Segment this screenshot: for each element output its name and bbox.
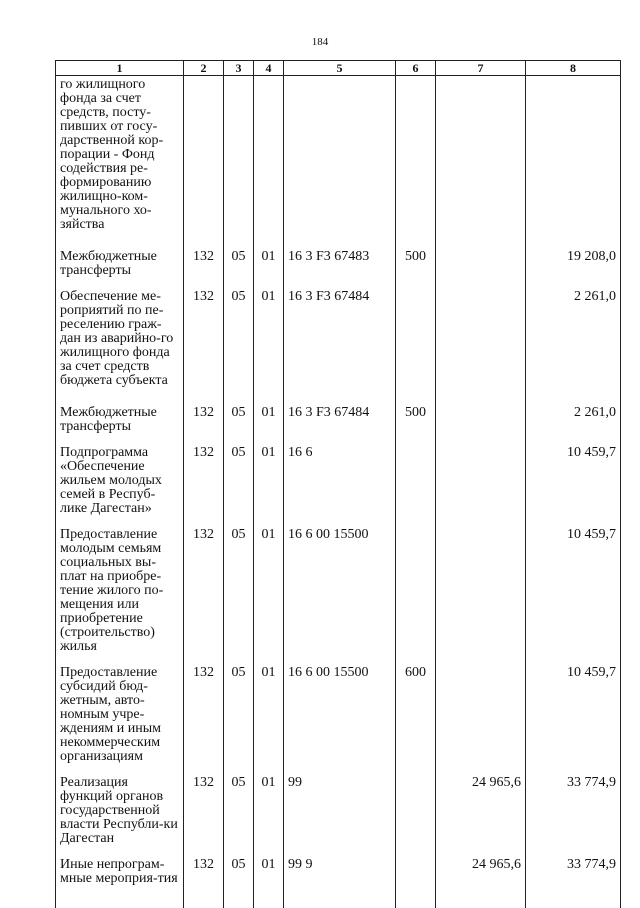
table-row <box>56 528 621 666</box>
table-row <box>56 76 621 250</box>
cell-amount-8: 2 261,0 <box>526 406 621 446</box>
cell-amount-7 <box>436 76 526 250</box>
table-row <box>56 250 621 290</box>
cell-subsection: 01 <box>254 446 284 528</box>
cell-amount-7 <box>436 290 526 406</box>
row-name: Реализация функций органов государственной власти Республи-ки Дагестан <box>56 776 184 858</box>
cell-target-article: 16 6 00 15500 <box>284 528 396 666</box>
cell-expense-type: 500 <box>396 406 436 446</box>
row-name: Межбюджетные трансферты <box>56 250 184 290</box>
row-name: Иные непрограм-мные мероприя-тия <box>56 858 184 908</box>
cell-amount-8: 33 774,9 <box>526 776 621 858</box>
cell-ministry: 132 <box>184 666 224 776</box>
row-name: го жилищного фонда за счет средств, посту-пивших от госу-дарственной кор-порации - Фонд содействия ре-формированию жилищно-ком-мунального хо-зяйства <box>56 76 184 250</box>
cell-amount-8: 19 208,0 <box>526 250 621 290</box>
cell-expense-type <box>396 290 436 406</box>
cell-expense-type: 600 <box>396 666 436 776</box>
cell-subsection: 01 <box>254 406 284 446</box>
cell-target-article: 16 3 F3 67484 <box>284 406 396 446</box>
row-name: Предоставление субсидий бюд-жетным, авто-номным учре-ждениям и иным некоммерческим организациям <box>56 666 184 776</box>
cell-section: 05 <box>224 858 254 908</box>
column-header: 5 <box>284 61 396 76</box>
cell-expense-type <box>396 528 436 666</box>
column-header: 2 <box>184 61 224 76</box>
column-header: 7 <box>436 61 526 76</box>
column-header: 3 <box>224 61 254 76</box>
cell-amount-8 <box>526 76 621 250</box>
cell-ministry: 132 <box>184 290 224 406</box>
cell-subsection: 01 <box>254 776 284 858</box>
cell-expense-type: 500 <box>396 250 436 290</box>
row-name: Обеспечение ме-роприятий по пе-реселению граж-дан из аварийно-го жилищного фонда за счет средств бюджета субъекта <box>56 290 184 406</box>
cell-section: 05 <box>224 776 254 858</box>
cell-target-article: 16 6 <box>284 446 396 528</box>
cell-subsection: 01 <box>254 290 284 406</box>
cell-expense-type <box>396 446 436 528</box>
cell-target-article: 16 3 F3 67483 <box>284 250 396 290</box>
cell-subsection: 01 <box>254 666 284 776</box>
cell-ministry: 132 <box>184 446 224 528</box>
cell-amount-7: 24 965,6 <box>436 858 526 908</box>
cell-ministry: 132 <box>184 406 224 446</box>
table-row <box>56 666 621 776</box>
table-row <box>56 406 621 446</box>
cell-amount-7 <box>436 446 526 528</box>
cell-amount-8: 10 459,7 <box>526 446 621 528</box>
cell-subsection: 01 <box>254 250 284 290</box>
cell-ministry: 132 <box>184 858 224 908</box>
cell-amount-7 <box>436 250 526 290</box>
row-name: Предоставление молодым семьям социальных вы-плат на приобре-тение жилого по-мещения или приобретение (строительство) жилья <box>56 528 184 666</box>
cell-section: 05 <box>224 406 254 446</box>
cell-amount-7 <box>436 528 526 666</box>
cell-target-article: 16 6 00 15500 <box>284 666 396 776</box>
cell-section: 05 <box>224 290 254 406</box>
cell-subsection <box>254 76 284 250</box>
row-name: Подпрограмма «Обеспечение жильем молодых семей в Респуб-лике Дагестан» <box>56 446 184 528</box>
cell-amount-8: 33 774,9 <box>526 858 621 908</box>
column-header: 8 <box>526 61 621 76</box>
cell-amount-7 <box>436 406 526 446</box>
page-number: 184 <box>311 36 329 48</box>
table-row <box>56 446 621 528</box>
cell-amount-7 <box>436 666 526 776</box>
column-header: 4 <box>254 61 284 76</box>
cell-target-article: 16 3 F3 67484 <box>284 290 396 406</box>
cell-section: 05 <box>224 528 254 666</box>
cell-target-article: 99 9 <box>284 858 396 908</box>
cell-amount-7: 24 965,6 <box>436 776 526 858</box>
budget-table <box>55 60 621 908</box>
cell-subsection: 01 <box>254 858 284 908</box>
cell-amount-8: 2 261,0 <box>526 290 621 406</box>
cell-section: 05 <box>224 446 254 528</box>
cell-subsection: 01 <box>254 528 284 666</box>
cell-ministry: 132 <box>184 528 224 666</box>
cell-section: 05 <box>224 666 254 776</box>
cell-section: 05 <box>224 250 254 290</box>
cell-amount-8: 10 459,7 <box>526 666 621 776</box>
row-name: Межбюджетные трансферты <box>56 406 184 446</box>
cell-ministry <box>184 76 224 250</box>
column-header: 6 <box>396 61 436 76</box>
cell-section <box>224 76 254 250</box>
table-row <box>56 776 621 858</box>
cell-expense-type <box>396 776 436 858</box>
cell-target-article: 99 <box>284 776 396 858</box>
table-header-row <box>56 61 621 76</box>
cell-ministry: 132 <box>184 250 224 290</box>
column-header: 1 <box>56 61 184 76</box>
table-row <box>56 858 621 908</box>
cell-target-article <box>284 76 396 250</box>
table-row <box>56 290 621 406</box>
cell-ministry: 132 <box>184 776 224 858</box>
cell-amount-8: 10 459,7 <box>526 528 621 666</box>
cell-expense-type <box>396 76 436 250</box>
cell-expense-type <box>396 858 436 908</box>
